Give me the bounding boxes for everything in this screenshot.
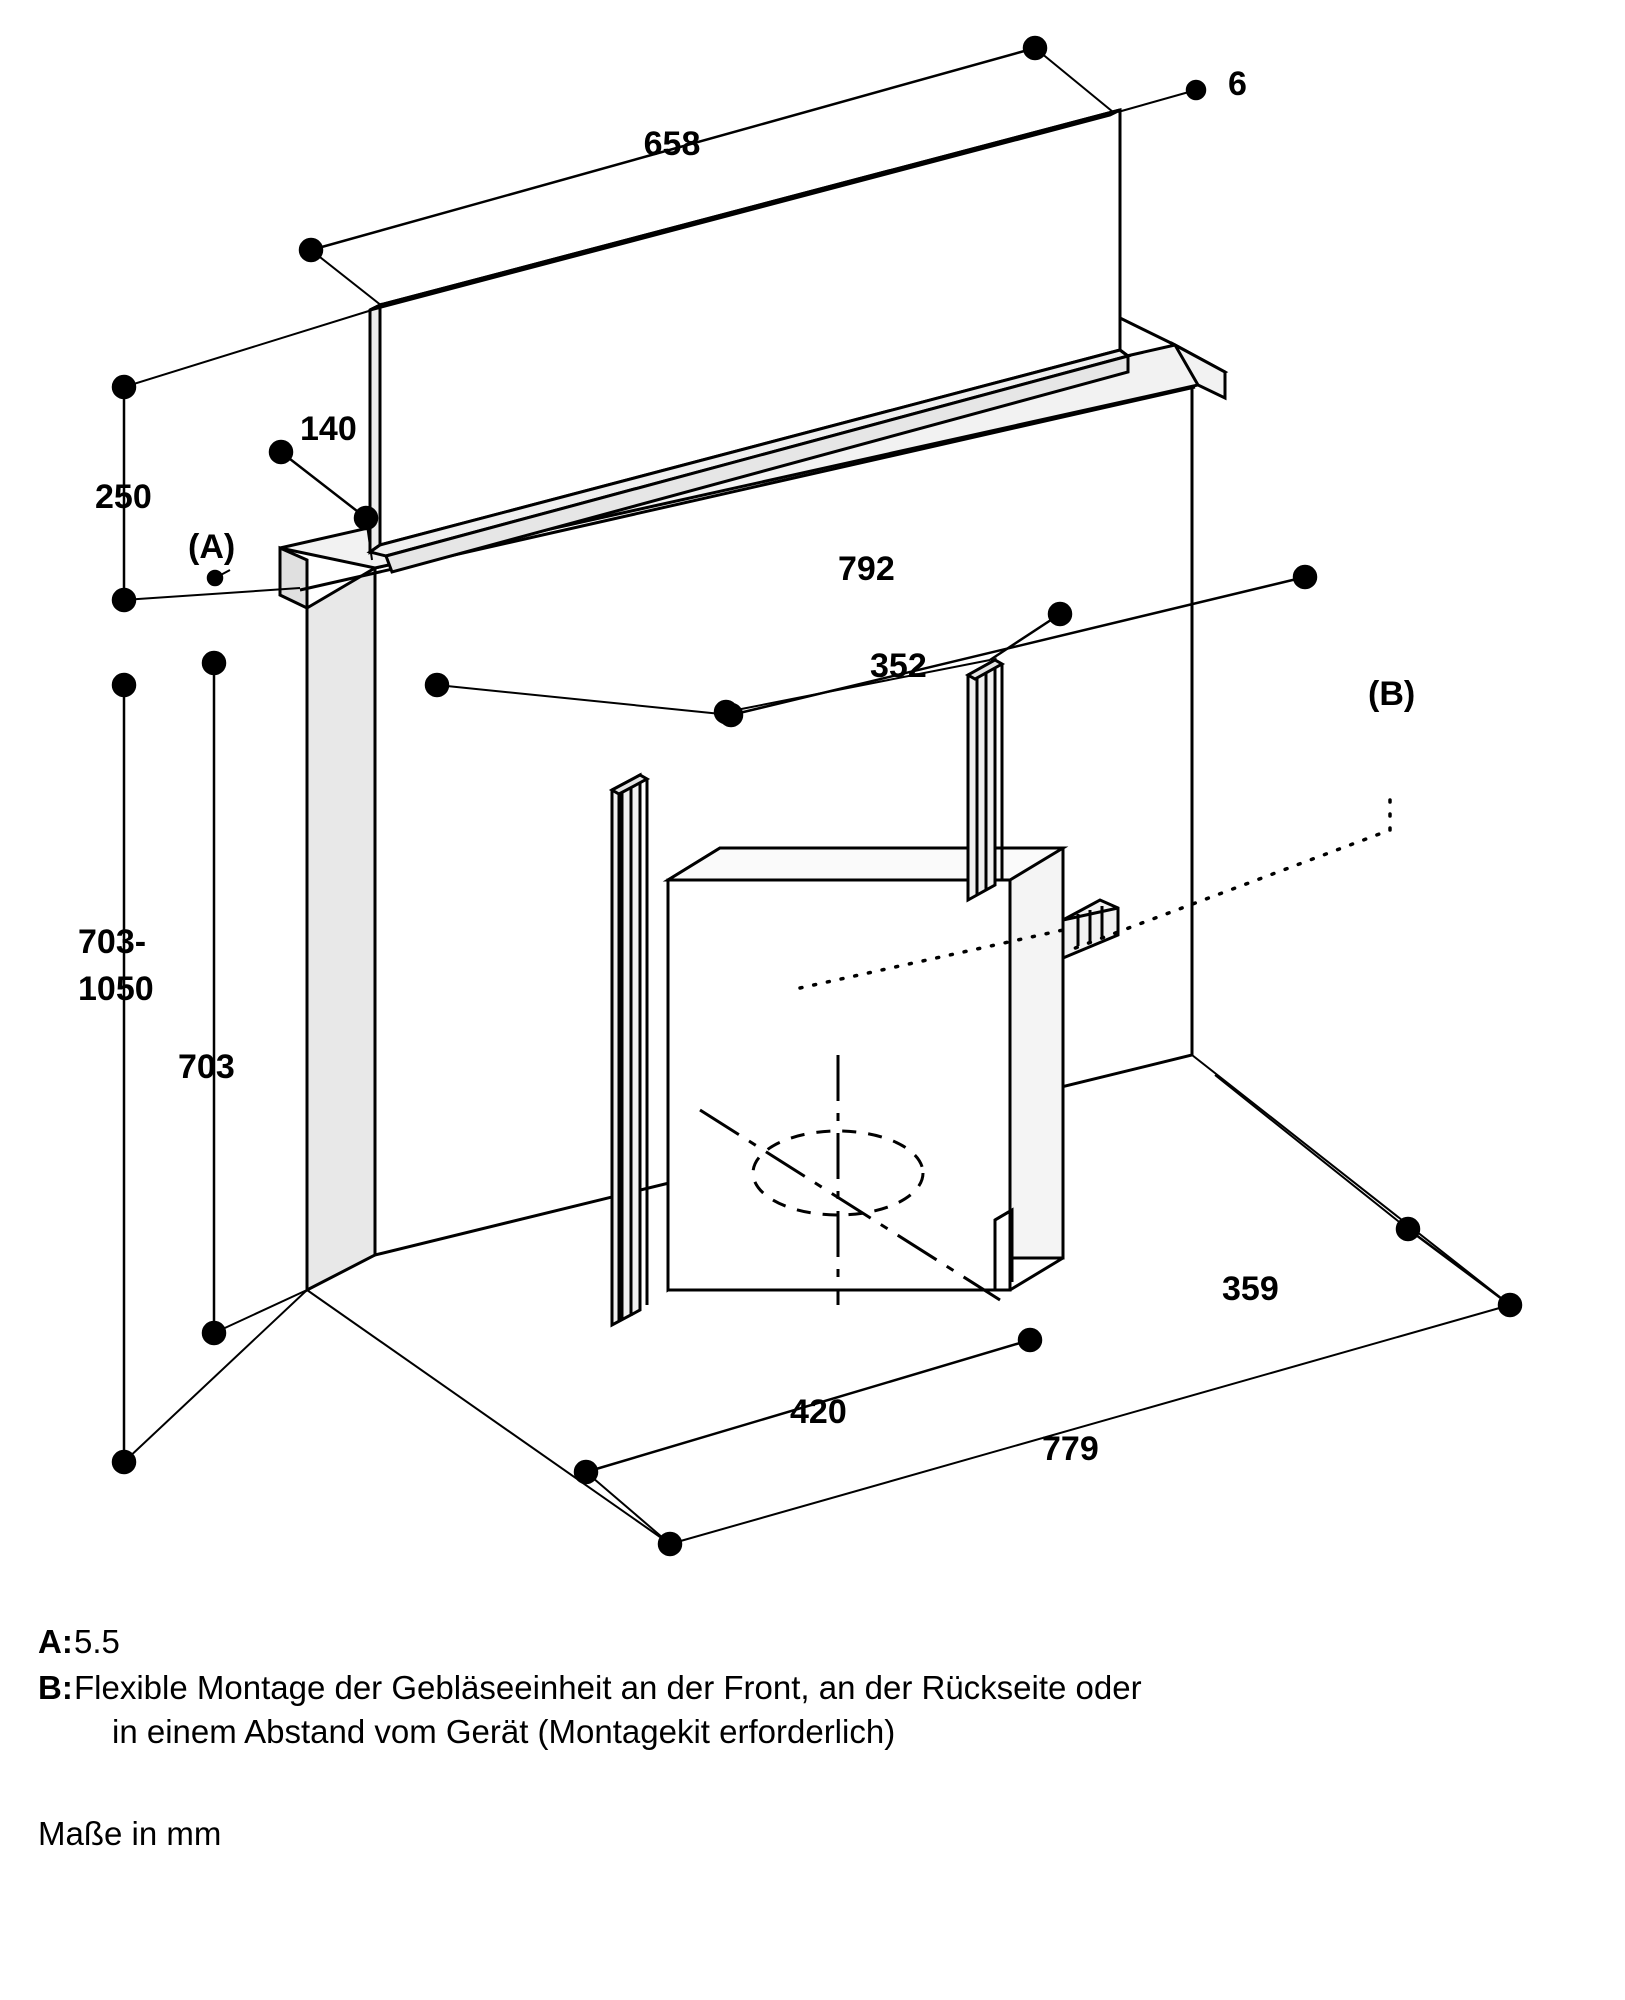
note-a — [38, 1620, 1558, 1664]
dim-140: 140 — [300, 410, 357, 448]
dim-703-1050-line2: 1050 — [78, 970, 154, 1008]
units-note: Maße in mm — [38, 1815, 222, 1852]
note-b-text — [74, 1666, 1558, 1754]
dim-359: 359 — [1222, 1270, 1279, 1308]
dim-658: 658 — [643, 125, 701, 163]
dim-703-1050-line1: 703- — [78, 923, 147, 961]
ref-label-a: (A) — [188, 528, 236, 566]
note-b-key: B: — [38, 1669, 73, 1706]
dim-6: 6 — [1228, 65, 1247, 103]
dim-420: 420 — [790, 1393, 847, 1431]
dim-352: 352 — [870, 647, 927, 685]
note-b-line1: Flexible Montage der Gebläseeinheit an der Front, an der Rückseite oder — [74, 1669, 1142, 1706]
note-a-key: A: — [38, 1623, 73, 1660]
dim-250: 250 — [95, 478, 152, 516]
dim-703: 703 — [178, 1048, 235, 1086]
note-b — [38, 1666, 1558, 1754]
note-b-line2: in einem Abstand vom Gerät (Montagekit erforderlich) — [112, 1713, 896, 1750]
legend-notes — [38, 1620, 1558, 1856]
dim-792: 792 — [838, 550, 895, 588]
note-a-text: 5.5 — [74, 1623, 120, 1660]
dim-779: 779 — [1042, 1430, 1099, 1468]
ref-label-b: (B) — [1368, 675, 1416, 713]
